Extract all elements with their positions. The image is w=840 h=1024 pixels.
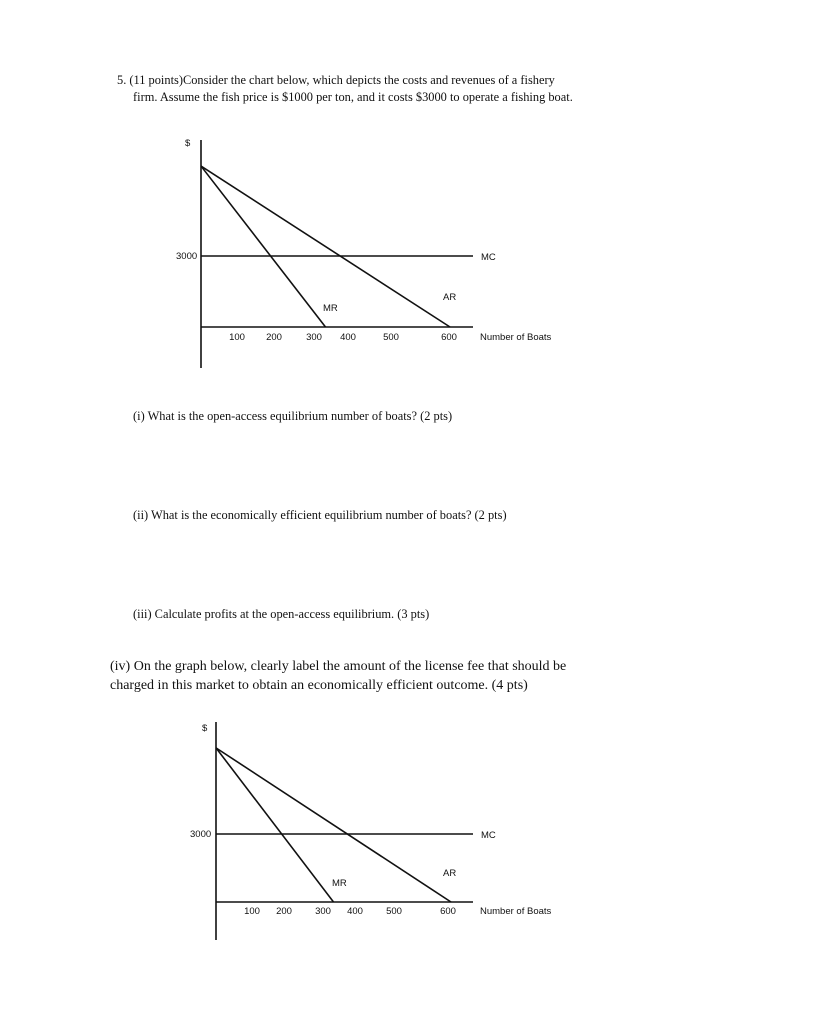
x-axis-label: Number of Boats (480, 906, 552, 917)
x-tick-label: 500 (383, 332, 399, 343)
mc-label: MC (481, 830, 496, 841)
x-tick-label: 600 (440, 906, 456, 917)
x-tick-label: 300 (306, 332, 322, 343)
question-iii: (iii) Calculate profits at the open-access equilibrium. (3 pts) (133, 607, 430, 621)
mr-label: MR (323, 303, 338, 314)
problem-text-line-1: 5. (11 points)Consider the chart below, which depicts the costs and revenues of a fishery (117, 73, 555, 87)
x-tick-label: 200 (266, 332, 282, 343)
x-tick-label: 100 (229, 332, 245, 343)
x-axis-label: Number of Boats (480, 332, 552, 343)
question-iv-line-1: (iv) On the graph below, clearly label the amount of the license fee that should be (110, 659, 567, 674)
question-i: (i) What is the open-access equilibrium number of boats? (2 pts) (133, 409, 453, 423)
question-ii: (ii) What is the economically efficient equilibrium number of boats? (2 pts) (133, 508, 507, 522)
y-axis-label: $ (202, 723, 208, 734)
ar-label: AR (443, 868, 457, 879)
x-tick-label: 400 (340, 332, 356, 343)
mr-curve (216, 748, 334, 902)
x-tick-label: 300 (315, 906, 331, 917)
y-axis-label: $ (185, 138, 191, 149)
mc-label: MC (481, 252, 496, 263)
ar-label: AR (443, 292, 457, 303)
x-tick-label: 500 (386, 906, 402, 917)
x-tick-label: 400 (347, 906, 363, 917)
x-tick-label: 600 (441, 332, 457, 343)
y-tick-label: 3000 (176, 251, 198, 262)
y-tick-label: 3000 (190, 829, 212, 840)
x-tick-label: 100 (244, 906, 260, 917)
x-tick-label: 200 (276, 906, 292, 917)
mr-label: MR (332, 878, 347, 889)
problem-text-line-2: firm. Assume the fish price is $1000 per ton, and it costs $3000 to operate a fishing boat. (133, 90, 573, 104)
question-iv-line-2: charged in this market to obtain an economically efficient outcome. (4 pts) (110, 678, 528, 693)
